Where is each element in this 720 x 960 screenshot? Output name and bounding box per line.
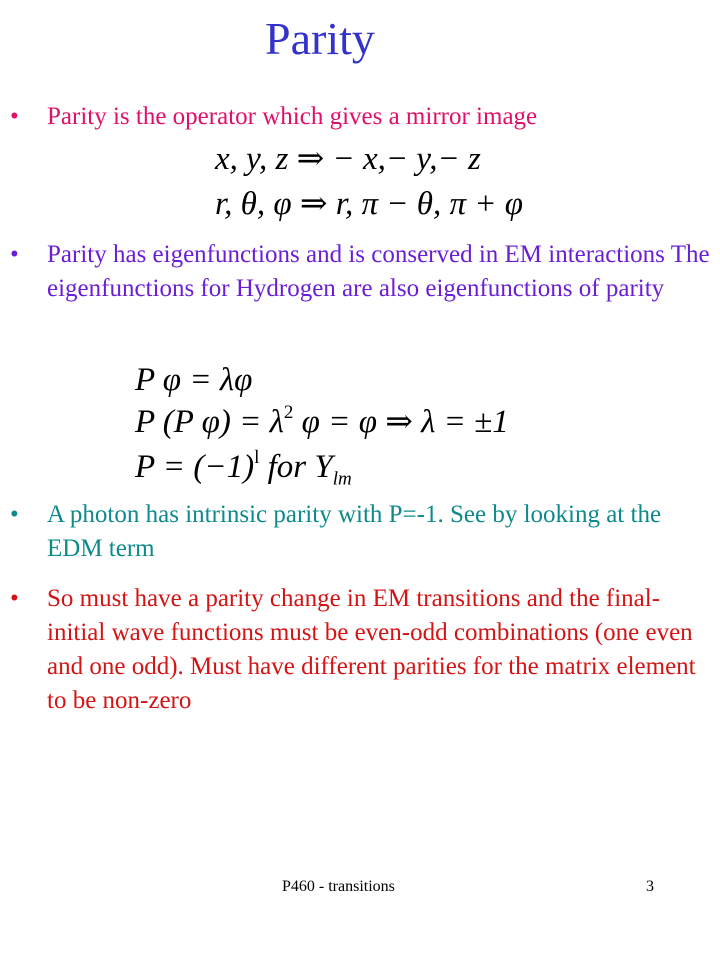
footer-page-number: 3: [646, 878, 654, 895]
equation-cartesian-parity: x, y, z ⇒ − x,− y,− z: [215, 141, 481, 177]
bullet-parity-change: [10, 582, 710, 718]
equation-subscript: lm: [332, 468, 352, 490]
bullet-mirror-image: [10, 100, 710, 134]
bullet-text: Parity is the operator which gives a mirror image: [47, 103, 538, 130]
equation-part: P = (−1): [135, 449, 255, 485]
bullet-marker: •: [10, 103, 19, 130]
equation-double-parity: [135, 402, 509, 440]
equation-part: P (P φ) = λ: [135, 404, 284, 440]
bullet-photon-parity: [10, 498, 710, 566]
bullet-eigenfunctions: [10, 238, 710, 306]
bullet-text: So must have a parity change in EM transitions and the final-initial wave functions must be even-odd combinations (one even and one odd). Must have different parities for the matrix element to be non-zero: [47, 585, 696, 714]
bullet-marker: •: [10, 241, 19, 268]
equation-spherical-parity: r, θ, φ ⇒ r, π − θ, π + φ: [215, 186, 524, 222]
slide-title: Parity: [265, 13, 375, 64]
footer-course: P460 - transitions: [282, 878, 395, 895]
equation-parity-ylm: [135, 447, 352, 490]
equation-part: φ = φ ⇒ λ = ±1: [301, 404, 509, 440]
bullet-marker: •: [10, 585, 19, 612]
equation-part: for Y: [259, 449, 333, 485]
bullet-marker: •: [10, 501, 19, 528]
equation-superscript: 2: [283, 402, 294, 423]
equation-superscript: l: [254, 447, 260, 468]
bullet-text: Parity has eigenfunctions and is conserved in EM interactions The eigenfunctions for Hydrogen are also eigenfunctions of parity: [47, 241, 710, 302]
bullet-text: A photon has intrinsic parity with P=-1. See by looking at the EDM term: [47, 501, 662, 562]
equation-eigenvalue: P φ = λφ: [135, 362, 253, 398]
